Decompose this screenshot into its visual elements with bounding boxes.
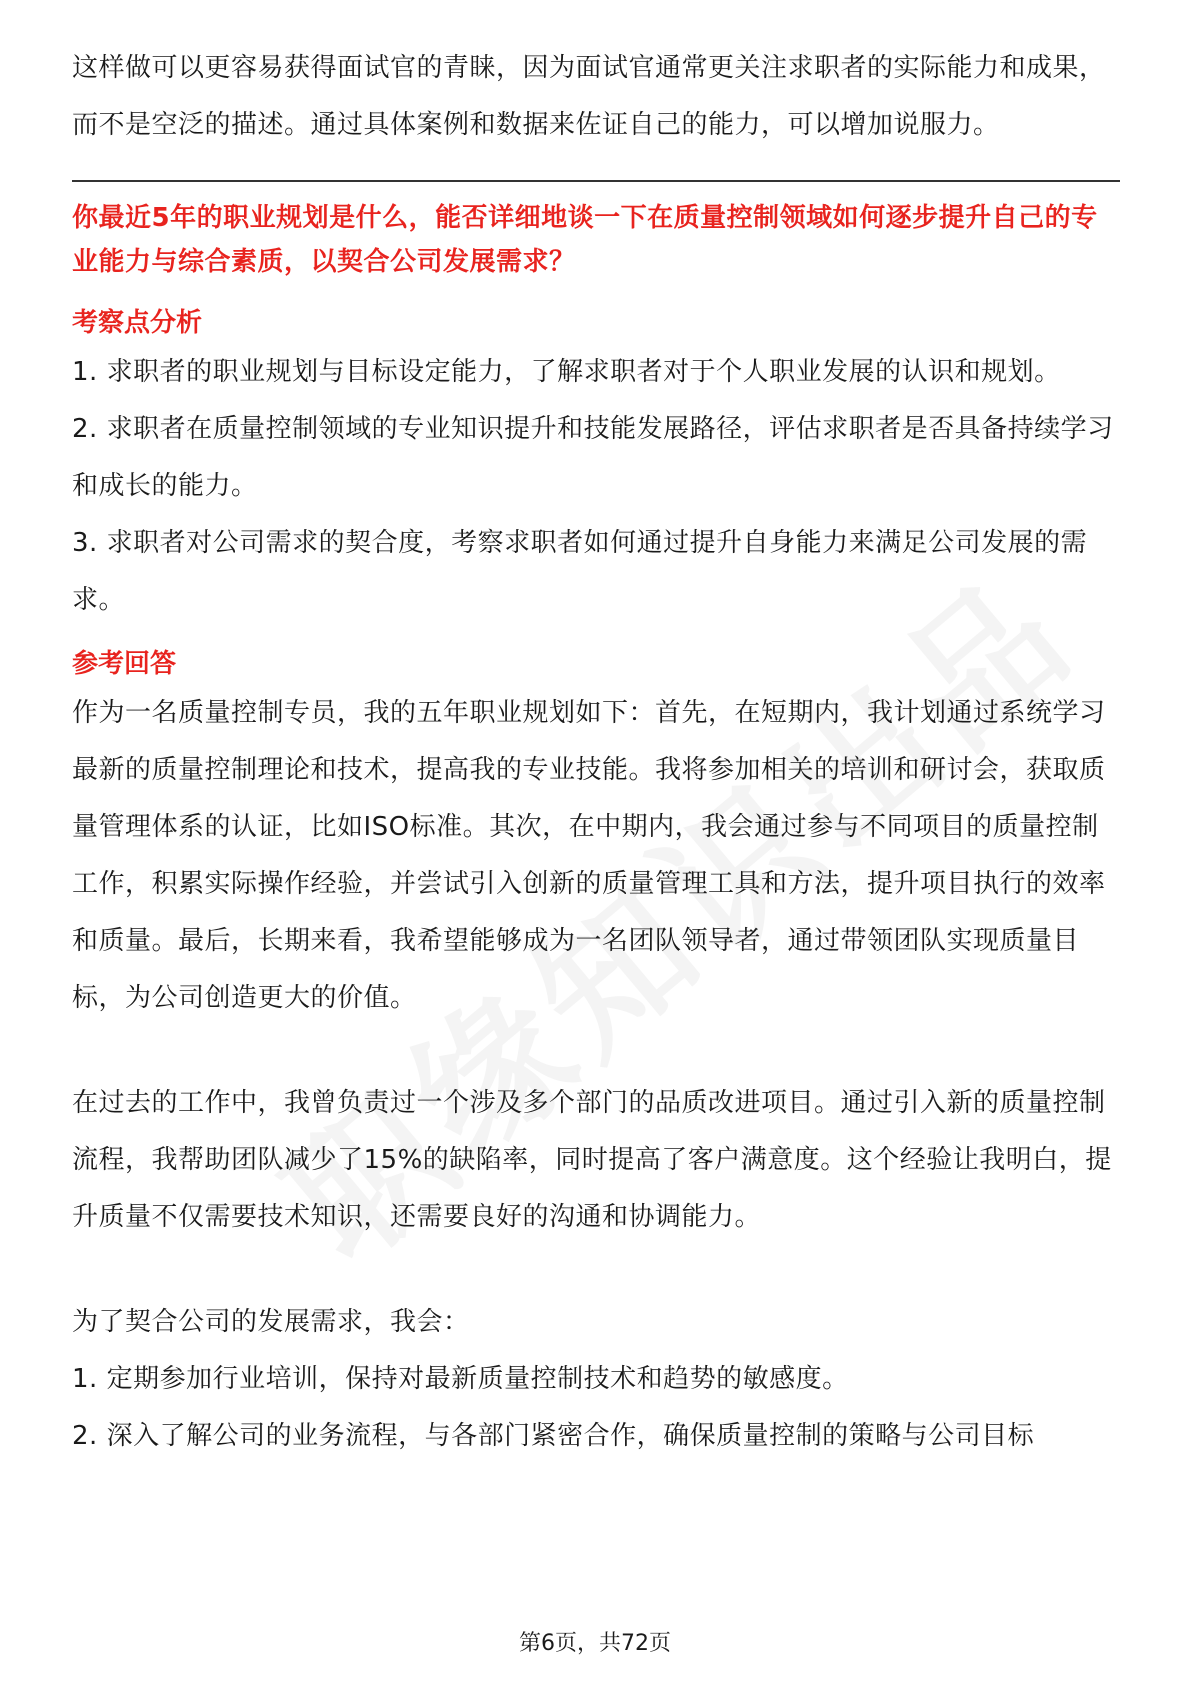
answer-paragraph: 作为一名质量控制专员，我的五年职业规划如下：首先，在短期内，我计划通过系统学习最新的质量控制理论和技术，提高我的专业技能。我将参加相关的培训和研讨会，获取质量管理体系的认证，比如ISO标准。其次，在中期内，我会通过参与不同项目的质量控制工作，积累实际操作经验，并尝试引入创新的质量管理工具和方法，提升项目执行的效率和质量。最后，长期来看，我希望能够成为一名团队领导者，通过带领团队实现质量目标，为公司创造更大的价值。: [72, 698, 1106, 1013]
answer-paragraph: 在过去的工作中，我曾负责过一个涉及多个部门的品质改进项目。通过引入新的质量控制流程，我帮助团队减少了15%的缺陷率，同时提高了客户满意度。这个经验让我明白，提升质量不仅需要技术知识，还需要良好的沟通和协调能力。: [72, 1088, 1112, 1232]
analysis-item: 3. 求职者对公司需求的契合度，考察求职者如何通过提升自身能力来满足公司发展的需求。: [72, 528, 1088, 615]
section-divider: [72, 180, 1120, 182]
answer-list-item: 1. 定期参加行业培训，保持对最新质量控制技术和趋势的敏感度。: [72, 1364, 849, 1394]
document-page: [72, 40, 1120, 1465]
question-heading: 你最近5年的职业规划是什么，能否详细地谈一下在质量控制领域如何逐步提升自己的专业能力与综合素质，以契合公司发展需求？: [72, 203, 1098, 277]
intro-paragraph: 这样做可以更容易获得面试官的青睐，因为面试官通常更关注求职者的实际能力和成果，而不是空泛的描述。通过具体案例和数据来佐证自己的能力，可以增加说服力。: [72, 53, 1106, 140]
answer-paragraph: 为了契合公司的发展需求，我会：: [72, 1307, 470, 1337]
analysis-item: 2. 求职者在质量控制领域的专业知识提升和技能发展路径，评估求职者是否具备持续学习和成长的能力。: [72, 414, 1114, 501]
analysis-title: 考察点分析: [72, 308, 203, 338]
analysis-item: 1. 求职者的职业规划与目标设定能力，了解求职者对于个人职业发展的认识和规划。: [72, 357, 1061, 387]
page-number: 第6页，共72页: [519, 1631, 671, 1656]
answer-list-item: 2. 深入了解公司的业务流程，与各部门紧密合作，确保质量控制的策略与公司目标: [72, 1421, 1035, 1451]
answer-title: 参考回答: [72, 649, 177, 679]
